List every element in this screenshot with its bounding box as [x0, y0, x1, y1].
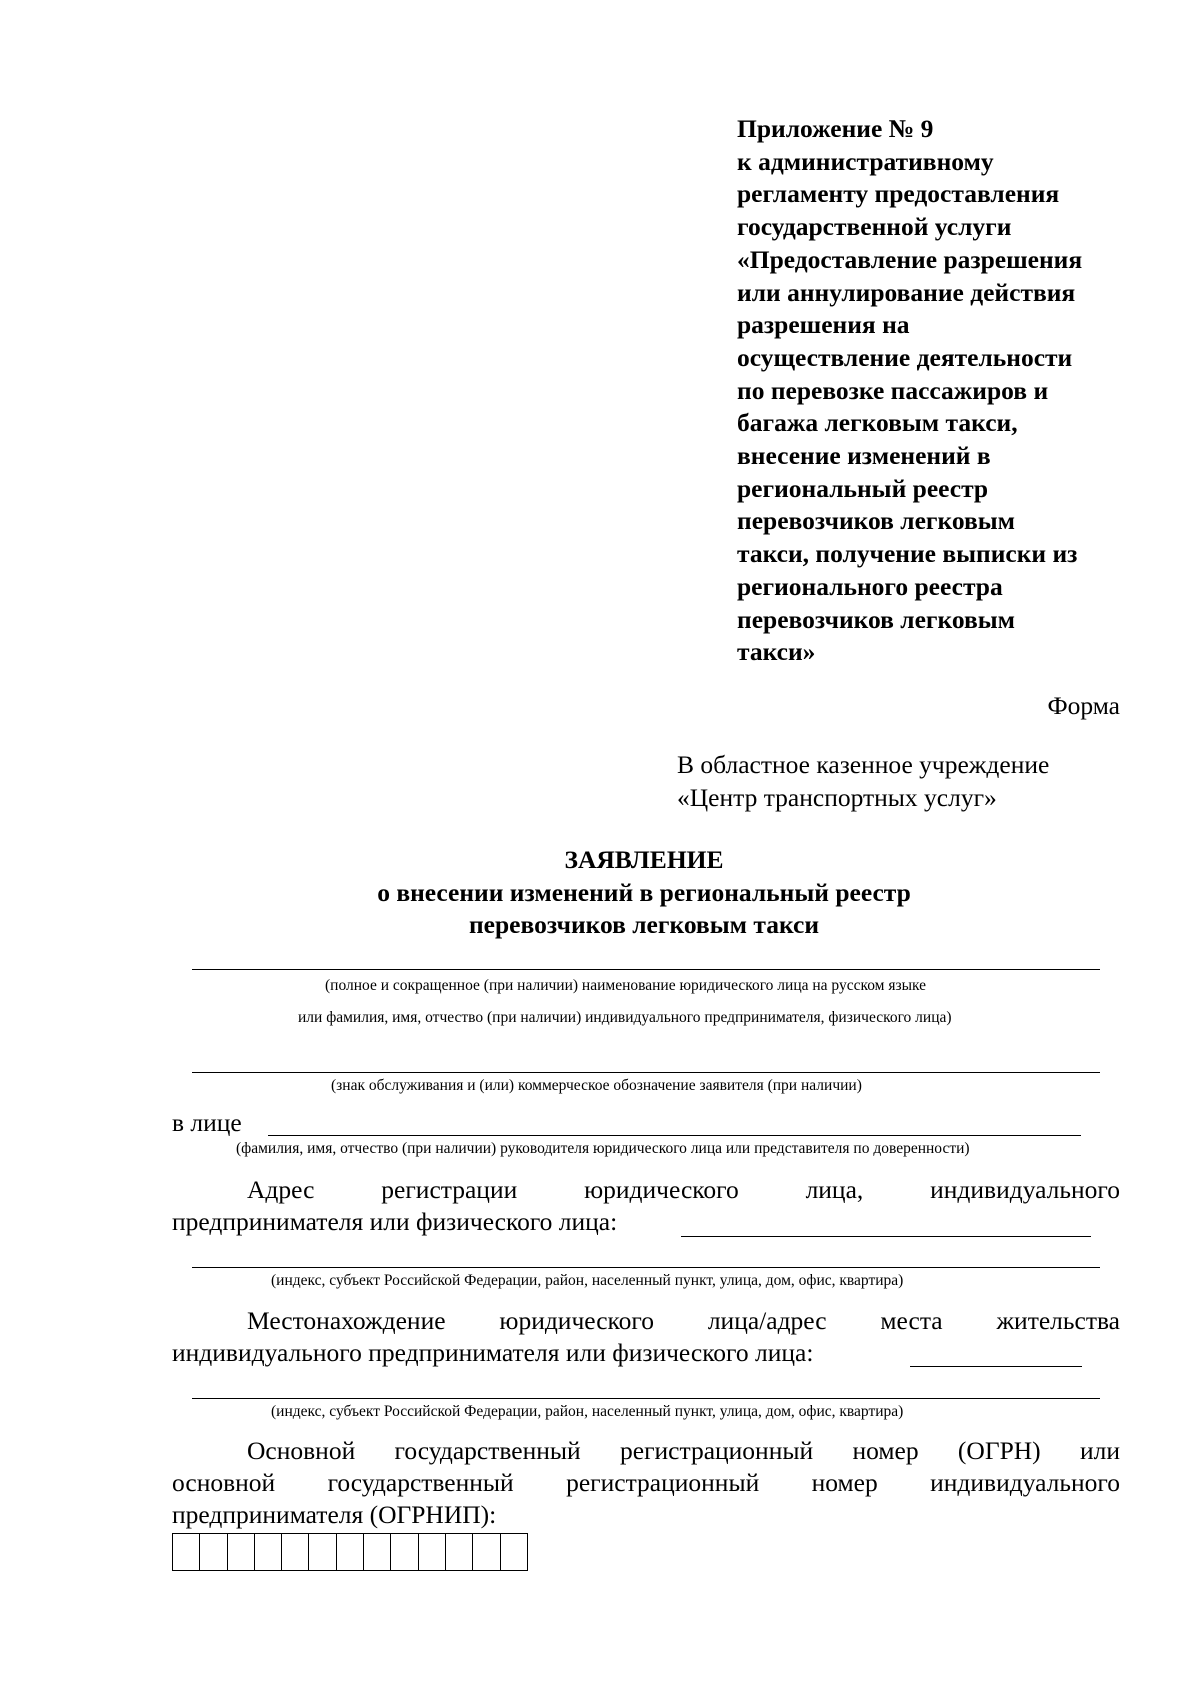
location-caption: (индекс, субъект Российской Федерации, район, населенный пункт, улица, дом, офис, квартира): [271, 1403, 904, 1420]
ogrn-word: Основной: [247, 1436, 356, 1465]
ogrn-digit-cell[interactable]: [473, 1534, 500, 1570]
ogrn-word: номер: [811, 1468, 878, 1497]
ogrn-word: регистрационный: [566, 1468, 760, 1497]
ogrn-digit-cell[interactable]: [446, 1534, 473, 1570]
addressee-line: «Центр транспортных услуг»: [677, 783, 997, 812]
in-person-label: в лице: [172, 1108, 242, 1137]
appendix-line: государственной услуги: [737, 212, 1012, 242]
ogrn-text: [172, 1467, 1120, 1500]
applicant-name-caption: или фамилия, имя, отчество (при наличии) индивидуального предпринимателя, физического лица): [298, 1009, 952, 1026]
reg-address-caption: (индекс, субъект Российской Федерации, район, населенный пункт, улица, дом, офис, квартира): [271, 1272, 904, 1289]
ogrn-digit-cell[interactable]: [282, 1534, 309, 1570]
ogrn-word: государственный: [327, 1468, 514, 1497]
ogrn-digit-cell[interactable]: [309, 1534, 336, 1570]
appendix-line: или аннулирование действия: [737, 277, 1076, 307]
service-mark-field[interactable]: [192, 1072, 1100, 1073]
title-subtitle: перевозчиков легковым такси: [468, 910, 820, 939]
ogrn-digit-cell[interactable]: [173, 1534, 200, 1570]
reg-address-word: Адрес: [247, 1175, 315, 1204]
location-text: [247, 1305, 1120, 1338]
reg-address-word: юридического: [584, 1175, 739, 1204]
appendix-line: внесение изменений в: [737, 441, 991, 471]
reg-address-field[interactable]: [192, 1267, 1100, 1268]
ogrn-digit-cell[interactable]: [364, 1534, 391, 1570]
location-field[interactable]: [192, 1398, 1100, 1399]
location-word: Местонахождение: [247, 1306, 446, 1335]
location-field[interactable]: [910, 1366, 1082, 1367]
document-title: [170, 844, 1118, 942]
ogrn-word: (ОГРН): [957, 1436, 1041, 1465]
ogrn-digit-cell[interactable]: [255, 1534, 282, 1570]
form-label: Форма: [1047, 691, 1120, 720]
appendix-line: «Предоставление разрешения: [737, 244, 1083, 274]
ogrn-text: предпринимателя (ОГРНИП):: [172, 1500, 497, 1529]
reg-address-word: лица,: [805, 1175, 864, 1204]
location-word: места: [880, 1306, 943, 1335]
ogrn-digit-cell[interactable]: [501, 1534, 528, 1570]
ogrn-digit-cell[interactable]: [228, 1534, 255, 1570]
appendix-line: перевозчиков легковым: [737, 604, 1016, 634]
in-person-field[interactable]: [268, 1135, 1081, 1136]
reg-address-word: индивидуального: [930, 1175, 1120, 1204]
appendix-line: по перевозке пассажиров и: [737, 375, 1049, 405]
addressee-line: В областное казенное учреждение: [677, 750, 1050, 779]
ogrn-word: номер: [852, 1436, 919, 1465]
location-word: жительства: [996, 1306, 1121, 1335]
appendix-line: перевозчиков легковым: [737, 506, 1016, 536]
title-heading: ЗАЯВЛЕНИЕ: [564, 845, 724, 874]
ogrn-text: [247, 1435, 1120, 1468]
location-word: юридического: [499, 1306, 654, 1335]
reg-address-text: [247, 1174, 1120, 1207]
appendix-line: регионального реестра: [737, 571, 1003, 601]
reg-address-word: регистрации: [381, 1175, 518, 1204]
title-subtitle: о внесении изменений в региональный реестр: [377, 877, 911, 907]
appendix-header: [737, 113, 1167, 669]
location-word: лица/адрес: [707, 1306, 827, 1335]
ogrn-word: основной: [172, 1468, 276, 1497]
appendix-line: такси, получение выписки из: [737, 539, 1078, 569]
ogrn-word: индивидуального: [930, 1468, 1120, 1497]
ogrn-digit-cell[interactable]: [337, 1534, 364, 1570]
appendix-line: к административному: [737, 146, 994, 176]
appendix-line: багажа легковым такси,: [737, 408, 1018, 438]
in-person-caption: (фамилия, имя, отчество (при наличии) руководителя юридического лица или представителя по доверенности): [236, 1140, 970, 1157]
reg-address-text: предпринимателя или физического лица:: [172, 1207, 618, 1236]
appendix-line: разрешения на: [737, 310, 910, 340]
location-text: индивидуального предпринимателя или физического лица:: [172, 1338, 814, 1367]
appendix-line: региональный реестр: [737, 473, 989, 503]
ogrn-digit-cell[interactable]: [419, 1534, 446, 1570]
appendix-line: Приложение № 9: [737, 114, 934, 143]
appendix-line: осуществление деятельности: [737, 342, 1073, 372]
applicant-name-field[interactable]: [192, 969, 1100, 970]
ogrn-digit-cell[interactable]: [200, 1534, 227, 1570]
ogrn-input-cells[interactable]: [172, 1533, 528, 1571]
ogrn-digit-cell[interactable]: [391, 1534, 418, 1570]
ogrn-word: регистрационный: [620, 1436, 814, 1465]
service-mark-caption: (знак обслуживания и (или) коммерческое обозначение заявителя (при наличии): [331, 1077, 862, 1094]
ogrn-word: или: [1080, 1436, 1121, 1465]
addressee: [677, 748, 1049, 814]
appendix-line: такси»: [737, 637, 816, 667]
reg-address-field[interactable]: [681, 1236, 1091, 1237]
applicant-name-caption: (полное и сокращенное (при наличии) наименование юридического лица на русском языке: [325, 977, 927, 994]
appendix-line: регламенту предоставления: [737, 179, 1060, 209]
ogrn-word: государственный: [394, 1436, 581, 1465]
